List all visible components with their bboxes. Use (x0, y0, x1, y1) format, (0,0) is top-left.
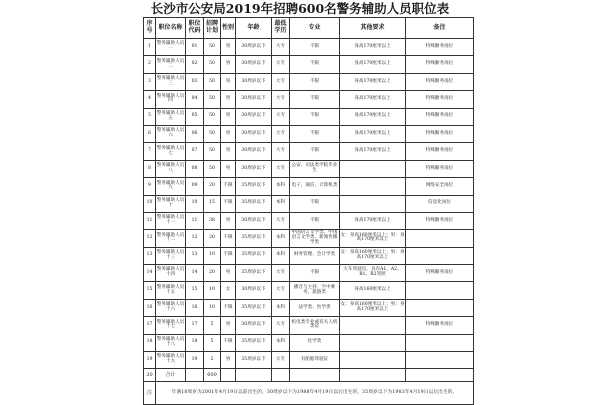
document-title: 长沙市公安局2019年招聘600名警务辅助人员职位表 (150, 1, 450, 16)
cell-code: 10 (186, 195, 204, 212)
cell-remark: 特殊勤务岗位 (406, 73, 474, 90)
cell-code: 13 (186, 247, 204, 264)
total-code (186, 369, 204, 382)
cell-remark: 特殊勤务岗位 (406, 160, 474, 177)
cell-education: 本科 (272, 195, 290, 212)
cell-major: 公安、司法类学院毕业生 (290, 160, 340, 177)
cell-other: 身高170厘米以上 (340, 56, 406, 73)
cell-education: 本科 (272, 299, 290, 316)
cell-position: 警务辅助人员七 (156, 143, 186, 160)
table-row (144, 317, 474, 334)
cell-seq: 1 (144, 39, 156, 56)
cell-major: 不限 (290, 195, 340, 212)
cell-education: 大专 (272, 125, 290, 142)
cell-other (340, 352, 406, 369)
cell-major: 不限 (290, 39, 340, 56)
cell-seq: 18 (144, 334, 156, 351)
cell-gender: 男 (221, 160, 236, 177)
cell-position: 警务辅助人员六 (156, 125, 186, 142)
cell-remark: 特殊勤务岗位 (406, 143, 474, 160)
cell-position: 警务辅助人员十六 (156, 299, 186, 316)
cell-remark (406, 230, 474, 247)
cell-gender: 不限 (221, 247, 236, 264)
cell-code: 06 (186, 125, 204, 142)
cell-other: 女：身高160厘米以上；男：身高170厘米以上 (340, 247, 406, 264)
cell-quota: 10 (204, 247, 221, 264)
cell-education: 大专 (272, 352, 290, 369)
cell-quota: 15 (204, 195, 221, 212)
cell-age: 30周岁以下 (236, 56, 272, 73)
table-row (144, 125, 474, 142)
cell-education: 本科 (272, 247, 290, 264)
cell-education: 本科 (272, 334, 290, 351)
cell-other (340, 178, 406, 195)
cell-remark: 特殊勤务岗位 (406, 317, 474, 334)
header-age: 年龄 (236, 18, 272, 39)
cell-education: 本科 (272, 178, 290, 195)
cell-seq: 10 (144, 195, 156, 212)
cell-position: 警务辅助人员十九 (156, 352, 186, 369)
cell-major: 不限 (290, 56, 340, 73)
cell-gender: 男 (221, 265, 236, 282)
table-row (144, 73, 474, 90)
cell-remark: 特殊勤务岗位 (406, 39, 474, 56)
header-remark: 备注 (406, 18, 474, 39)
table-row (144, 265, 474, 282)
cell-seq: 12 (144, 230, 156, 247)
cell-gender: 男 (221, 56, 236, 73)
table-row (144, 91, 474, 108)
cell-seq: 9 (144, 178, 156, 195)
cell-other (340, 160, 406, 177)
positions-table (143, 17, 474, 405)
table-row (144, 247, 474, 264)
table-body (144, 39, 474, 369)
cell-quota: 50 (204, 143, 221, 160)
cell-seq: 7 (144, 143, 156, 160)
cell-age: 35周岁以下 (236, 352, 272, 369)
cell-major: 不限 (290, 125, 340, 142)
cell-remark (406, 334, 474, 351)
cell-position: 警务辅助人员二 (156, 56, 186, 73)
cell-gender: 不限 (221, 334, 236, 351)
cell-seq: 4 (144, 91, 156, 108)
cell-quota: 10 (204, 299, 221, 316)
cell-remark: 信息化岗位 (406, 195, 474, 212)
cell-position: 警务辅助人员十二 (156, 230, 186, 247)
cell-education: 大专 (272, 143, 290, 160)
cell-major: 不限 (290, 108, 340, 125)
cell-code: 17 (186, 317, 204, 334)
cell-age: 35周岁以下 (236, 299, 272, 316)
cell-gender: 男 (221, 352, 236, 369)
table-row (144, 230, 474, 247)
cell-code: 04 (186, 91, 204, 108)
cell-age: 30周岁以下 (236, 91, 272, 108)
cell-position: 警务辅助人员一 (156, 39, 186, 56)
cell-remark: 网络安全岗位 (406, 178, 474, 195)
cell-major: 不限 (290, 212, 340, 229)
cell-quota: 50 (204, 39, 221, 56)
cell-code: 12 (186, 230, 204, 247)
cell-code: 11 (186, 212, 204, 229)
table-row (144, 195, 474, 212)
cell-quota: 50 (204, 56, 221, 73)
cell-seq: 11 (144, 212, 156, 229)
cell-other: 身高160厘米以上 (340, 282, 406, 299)
table-row (144, 160, 474, 177)
cell-age: 30周岁以下 (236, 317, 272, 334)
total-label: 合计 (156, 369, 186, 382)
cell-code: 02 (186, 56, 204, 73)
cell-seq: 17 (144, 317, 156, 334)
cell-remark: 特殊勤务岗位 (406, 125, 474, 142)
cell-education: 大专 (272, 56, 290, 73)
cell-age: 30周岁以下 (236, 160, 272, 177)
cell-position: 警务辅助人员十八 (156, 334, 186, 351)
cell-major: 机电类专业或有关人机类证 (290, 317, 340, 334)
header-major: 专业 (290, 18, 340, 39)
cell-age: 35周岁以下 (236, 334, 272, 351)
cell-age: 35周岁以下 (236, 230, 272, 247)
cell-gender: 不限 (221, 195, 236, 212)
cell-other: 身高170厘米以上 (340, 143, 406, 160)
cell-quota: 50 (204, 160, 221, 177)
cell-other (340, 317, 406, 334)
cell-major: 化学类 (290, 334, 340, 351)
cell-quota: 50 (204, 91, 221, 108)
cell-gender: 不限 (221, 230, 236, 247)
cell-quota: 20 (204, 178, 221, 195)
cell-age: 30周岁以下 (236, 39, 272, 56)
cell-age: 30周岁以下 (236, 125, 272, 142)
cell-position: 警务辅助人员四 (156, 91, 186, 108)
cell-gender: 女 (221, 282, 236, 299)
cell-remark: 特殊勤务岗位 (406, 265, 474, 282)
table-header-row (144, 18, 474, 39)
cell-education: 大专 (272, 282, 290, 299)
cell-seq: 13 (144, 247, 156, 264)
cell-remark: 特殊勤务岗位 (406, 91, 474, 108)
header-other: 其他要求 (340, 18, 406, 39)
cell-major: 电子、通信、计算机类 (290, 178, 340, 195)
table-row (144, 108, 474, 125)
cell-gender: 男 (221, 91, 236, 108)
cell-other: 女：身高160厘米以上；男：身高170厘米以上 (340, 230, 406, 247)
cell-code: 01 (186, 39, 204, 56)
cell-code: 15 (186, 282, 204, 299)
cell-seq: 14 (144, 265, 156, 282)
cell-quota: 5 (204, 317, 221, 334)
cell-remark (406, 282, 474, 299)
cell-position: 警务辅助人员三 (156, 73, 186, 90)
cell-gender: 男 (221, 125, 236, 142)
cell-remark: 特殊勤务岗位 (406, 108, 474, 125)
total-quota: 600 (204, 369, 221, 382)
cell-gender: 男 (221, 73, 236, 90)
cell-age: 30周岁以下 (236, 73, 272, 90)
cell-position: 警务辅助人员九 (156, 178, 186, 195)
cell-position: 警务辅助人员十一 (156, 212, 186, 229)
total-seq: 20 (144, 369, 156, 382)
cell-education: 本科 (272, 230, 290, 247)
cell-gender: 男 (221, 143, 236, 160)
cell-age: 30周岁以下 (236, 108, 272, 125)
cell-other: 身高170厘米以上 (340, 91, 406, 108)
cell-position: 警务辅助人员十四 (156, 265, 186, 282)
cell-remark: 特殊勤务岗位 (406, 56, 474, 73)
cell-other: 身高170厘米以上 (340, 125, 406, 142)
cell-education: 大专 (272, 73, 290, 90)
cell-major: 播音与主持、空中乘务、旅游类 (290, 282, 340, 299)
cell-code: 07 (186, 143, 204, 160)
cell-seq: 2 (144, 56, 156, 73)
cell-education: 大专 (272, 212, 290, 229)
table-row (144, 143, 474, 160)
header-education: 最低学历 (272, 18, 290, 39)
cell-age: 35周岁以下 (236, 265, 272, 282)
cell-major: 不限 (290, 143, 340, 160)
cell-quota: 38 (204, 212, 221, 229)
cell-code: 14 (186, 265, 204, 282)
cell-gender: 男 (221, 317, 236, 334)
cell-education: 大专 (272, 160, 290, 177)
footnote-text: 年满18周岁为2001年4月19日以前出生的，30周岁以下为1988年4月19日以后出生的，35周岁以下为1983年4月19日以后出生的。 (156, 382, 474, 405)
cell-seq: 6 (144, 125, 156, 142)
cell-other: 身高170厘米以上 (340, 212, 406, 229)
table-row (144, 178, 474, 195)
cell-major: 法学类、医学类 (290, 299, 340, 316)
footnote-label: 注 (144, 382, 156, 405)
cell-code: 18 (186, 334, 204, 351)
cell-position: 警务辅助人员五 (156, 108, 186, 125)
cell-education: 大专 (272, 265, 290, 282)
cell-other (340, 195, 406, 212)
cell-code: 19 (186, 352, 204, 369)
cell-code: 16 (186, 299, 204, 316)
cell-major: 有船舶驾驶证 (290, 352, 340, 369)
cell-position: 警务辅助人员十三 (156, 247, 186, 264)
cell-gender: 不限 (221, 299, 236, 316)
cell-position: 警务辅助人员十五 (156, 282, 186, 299)
header-position: 职位名称 (156, 18, 186, 39)
cell-major: 中国语言文学类、中国语言文学类、新闻传播学类 (290, 230, 340, 247)
table-row (144, 352, 474, 369)
cell-major: 财务管理、会计学类 (290, 247, 340, 264)
cell-quota: 50 (204, 73, 221, 90)
cell-position: 警务辅助人员十七 (156, 317, 186, 334)
cell-remark (406, 247, 474, 264)
cell-seq: 19 (144, 352, 156, 369)
cell-education: 大专 (272, 91, 290, 108)
table-row (144, 334, 474, 351)
cell-education: 大专 (272, 108, 290, 125)
cell-quota: 2 (204, 352, 221, 369)
cell-other: 大车驾驶员，具有A1、A2、B1、B2驾照 (340, 265, 406, 282)
cell-remark (406, 299, 474, 316)
header-gender: 性别 (221, 18, 236, 39)
header-seq: 序号 (144, 18, 156, 39)
table-row (144, 282, 474, 299)
cell-quota: 50 (204, 125, 221, 142)
cell-other: 身高170厘米以上 (340, 73, 406, 90)
cell-seq: 3 (144, 73, 156, 90)
cell-other: 身高170厘米以上 (340, 108, 406, 125)
table-row (144, 39, 474, 56)
cell-education: 大专 (272, 317, 290, 334)
cell-major: 不限 (290, 91, 340, 108)
cell-age: 30周岁以下 (236, 282, 272, 299)
cell-gender: 不限 (221, 178, 236, 195)
cell-education: 大专 (272, 39, 290, 56)
cell-gender: 男 (221, 39, 236, 56)
cell-seq: 5 (144, 108, 156, 125)
cell-code: 08 (186, 160, 204, 177)
cell-position: 警务辅助人员十 (156, 195, 186, 212)
header-code: 职位代码 (186, 18, 204, 39)
cell-quota: 20 (204, 230, 221, 247)
cell-code: 03 (186, 73, 204, 90)
cell-age: 35周岁以下 (236, 247, 272, 264)
header-quota: 招聘计划 (204, 18, 221, 39)
table-row (144, 212, 474, 229)
footnote-row (144, 382, 474, 405)
cell-other (340, 334, 406, 351)
table-row (144, 299, 474, 316)
cell-quota: 20 (204, 265, 221, 282)
cell-seq: 16 (144, 299, 156, 316)
table-row (144, 56, 474, 73)
cell-quota: 10 (204, 282, 221, 299)
cell-quota: 50 (204, 108, 221, 125)
cell-position: 警务辅助人员八 (156, 160, 186, 177)
cell-quota: 5 (204, 334, 221, 351)
cell-gender: 男 (221, 212, 236, 229)
cell-code: 05 (186, 108, 204, 125)
cell-other: 女：身高160厘米以上；男：身高170厘米以上 (340, 299, 406, 316)
cell-gender: 男 (221, 108, 236, 125)
cell-code: 09 (186, 178, 204, 195)
cell-age: 35周岁以下 (236, 195, 272, 212)
cell-seq: 15 (144, 282, 156, 299)
cell-seq: 8 (144, 160, 156, 177)
cell-other: 身高170厘米以上 (340, 39, 406, 56)
total-row (144, 369, 474, 382)
cell-age: 30周岁以下 (236, 212, 272, 229)
cell-remark (406, 352, 474, 369)
cell-age: 30周岁以下 (236, 143, 272, 160)
cell-major: 不限 (290, 265, 340, 282)
cell-remark: 特殊勤务岗位 (406, 212, 474, 229)
cell-age: 35周岁以下 (236, 178, 272, 195)
cell-major: 不限 (290, 73, 340, 90)
